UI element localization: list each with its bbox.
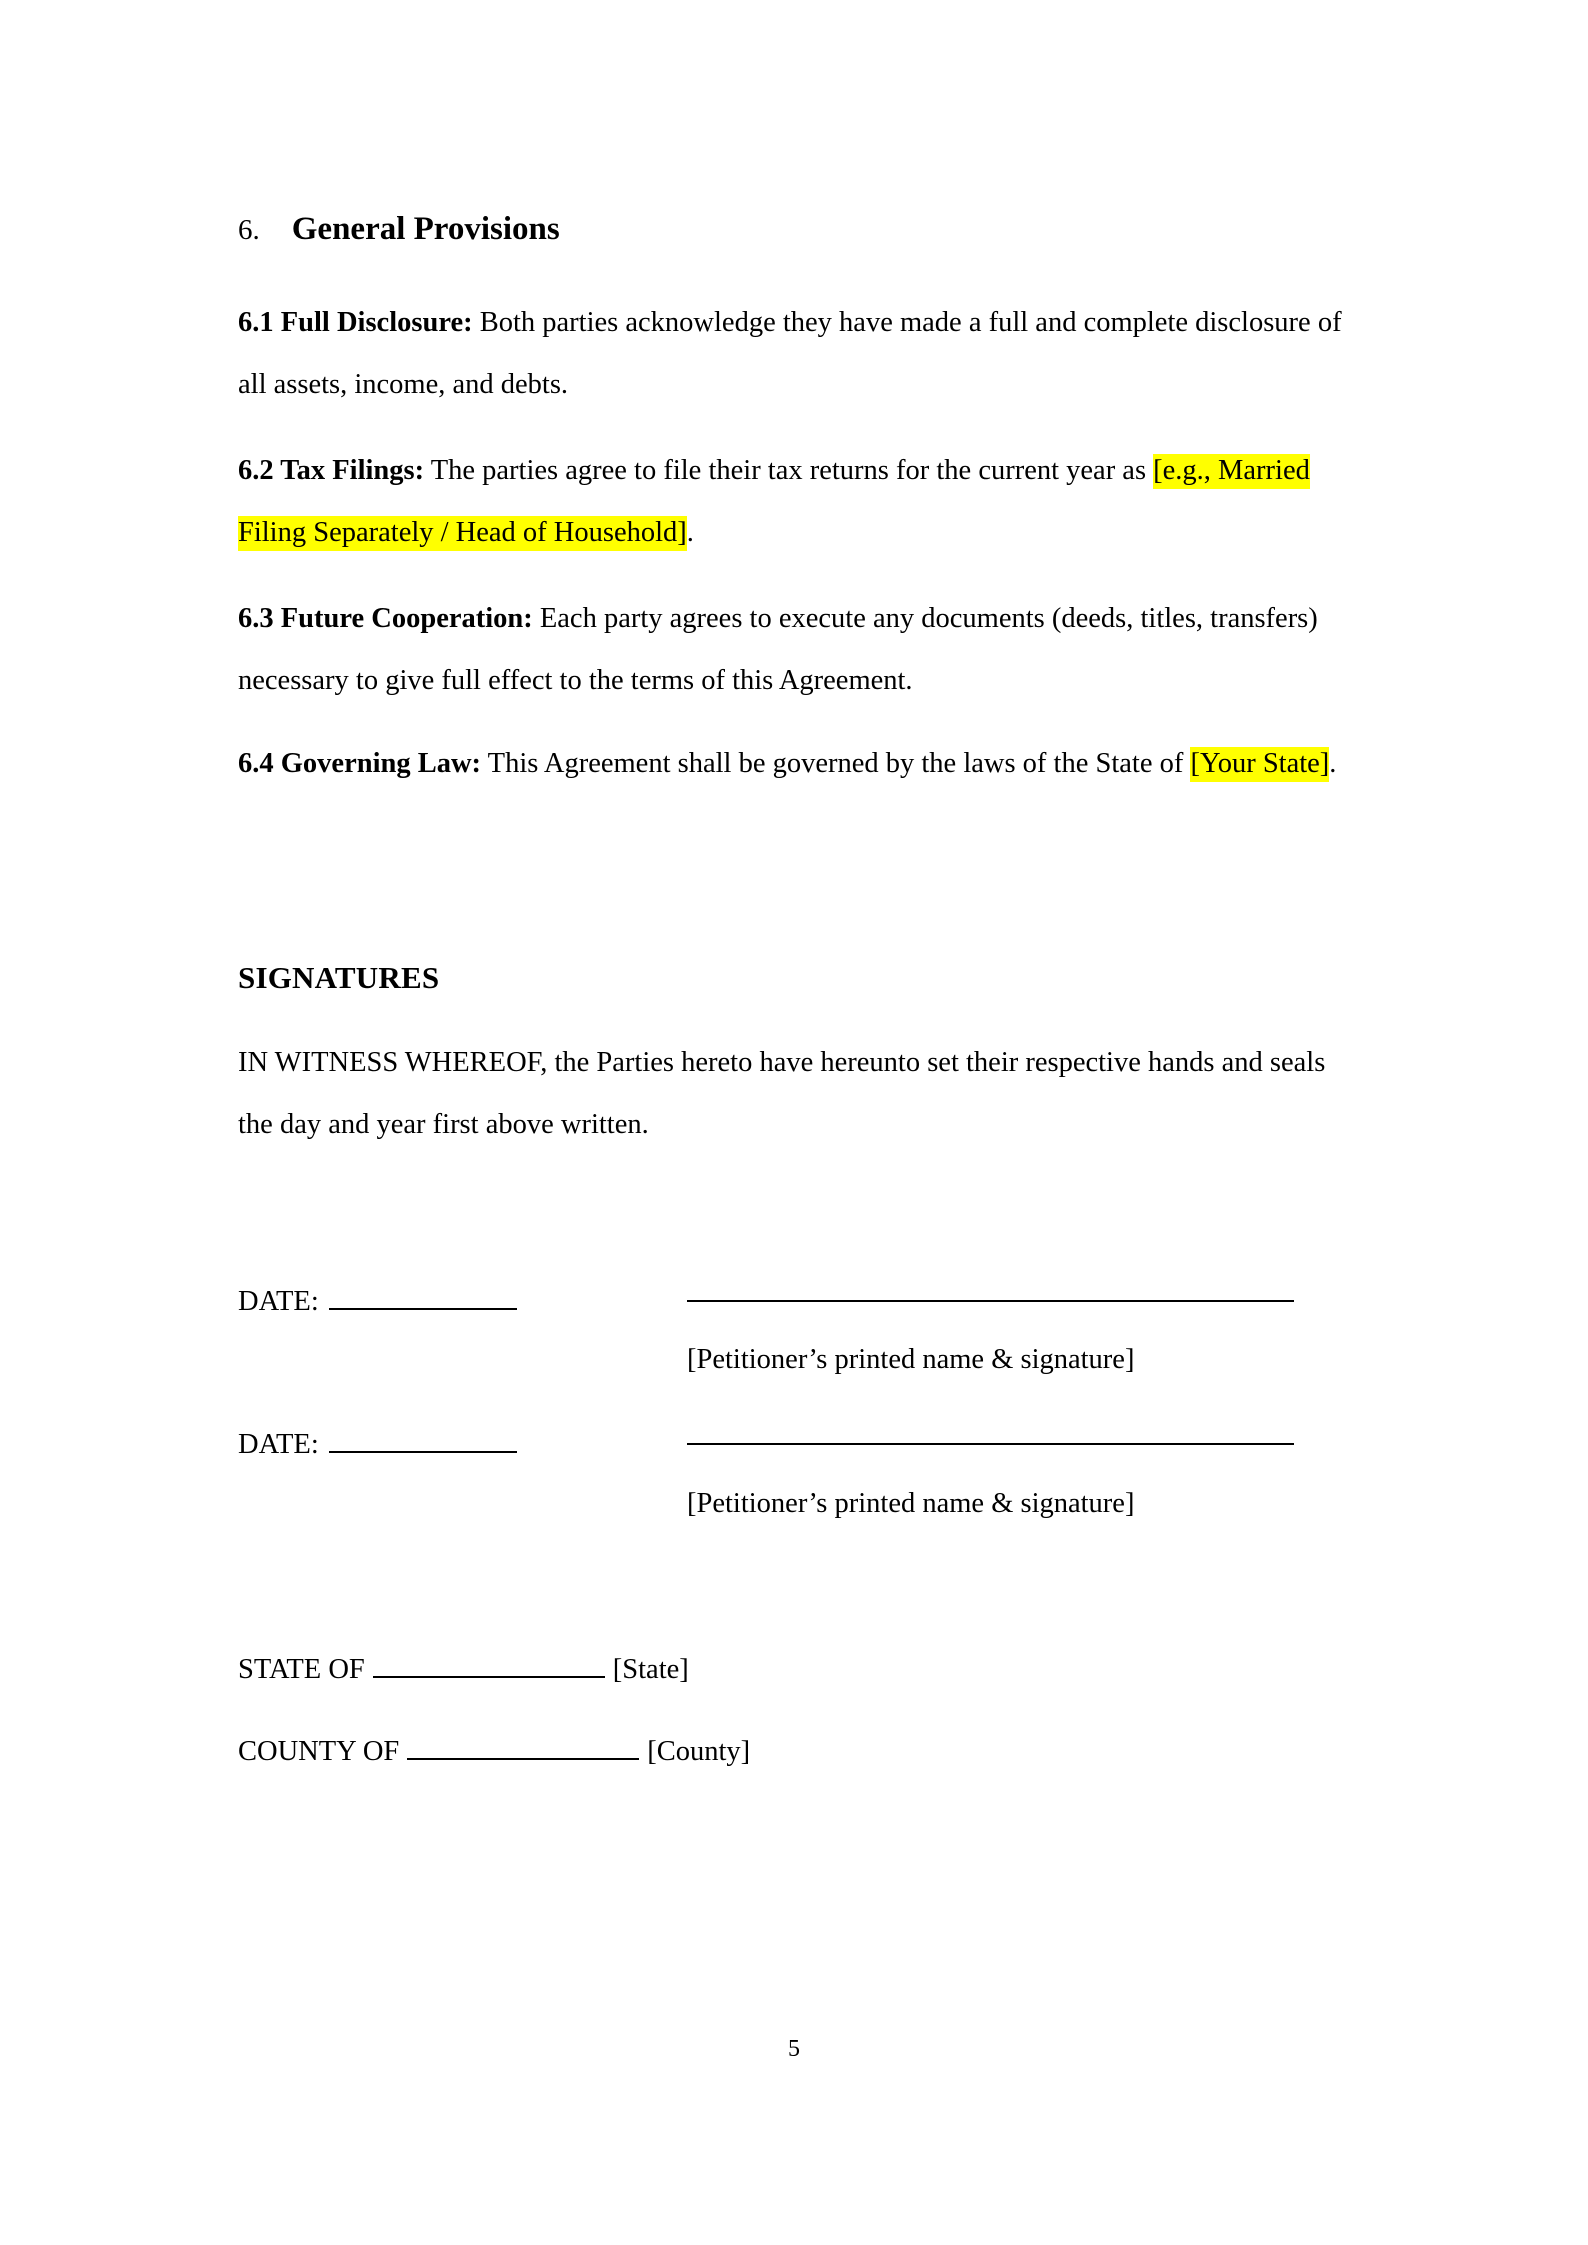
state-placeholder: [State]: [612, 1654, 689, 1685]
clause-6-1-body: Both parties acknowledge they have made a full and complete disclosure of all assets, income, and debts.: [238, 307, 1342, 400]
date-blank-2[interactable]: [329, 1433, 517, 1453]
state-of-line: [238, 1650, 689, 1690]
date-label-2: DATE:: [238, 1429, 319, 1460]
clause-6-3-lead: 6.3 Future Cooperation:: [238, 603, 533, 634]
county-of-line: [238, 1732, 750, 1772]
signature-line-2[interactable]: [687, 1425, 1294, 1445]
clause-6-3: [238, 588, 1343, 712]
clause-6-2-lead: 6.2 Tax Filings:: [238, 455, 425, 486]
clause-6-2: [238, 440, 1343, 564]
clause-6-4-body-after: .: [1329, 748, 1337, 779]
clause-6-2-body-after: .: [686, 517, 694, 548]
clause-6-3-body: Each party agrees to execute any documents (deeds, titles, transfers) necessary to give full effect to the terms of this Agreement.: [238, 603, 1318, 696]
signature-rule-1[interactable]: [687, 1282, 1294, 1302]
page-number: 5: [788, 2036, 800, 2062]
section-number: 6.: [238, 214, 260, 246]
page-title: General Provisions: [291, 211, 560, 247]
county-placeholder: [County]: [647, 1736, 751, 1767]
signature-caption-2: [Petitioner’s printed name & signature]: [687, 1488, 1135, 1519]
signature-line-1[interactable]: [687, 1282, 1294, 1302]
clause-6-4-body-before: This Agreement shall be governed by the laws of the State of: [481, 748, 1191, 779]
date-field-1: [238, 1282, 517, 1322]
county-of-label: COUNTY OF: [238, 1736, 400, 1767]
signatures-heading: SIGNATURES: [238, 960, 440, 995]
state-of-label: STATE OF: [238, 1654, 365, 1685]
clause-6-4: [238, 733, 1343, 795]
clause-6-1-lead: 6.1 Full Disclosure:: [238, 307, 473, 338]
state-blank[interactable]: [373, 1658, 605, 1678]
date-field-2: [238, 1425, 517, 1465]
date-label-1: DATE:: [238, 1286, 319, 1317]
clause-6-2-body-before: The parties agree to file their tax returns for the current year as: [424, 455, 1154, 486]
clause-6-4-highlighted-placeholder: [Your State]: [1190, 747, 1329, 782]
county-blank[interactable]: [407, 1740, 639, 1760]
date-blank-1[interactable]: [329, 1290, 517, 1310]
signature-rule-2[interactable]: [687, 1425, 1294, 1445]
witness-paragraph: IN WITNESS WHEREOF, the Parties hereto have hereunto set their respective hands and seals the day and year first above written.: [238, 1047, 1326, 1140]
clause-6-4-lead: 6.4 Governing Law:: [238, 748, 482, 779]
signature-caption-1: [Petitioner’s printed name & signature]: [687, 1344, 1135, 1375]
clause-6-2-highlighted-placeholder: [e.g., Married Filing Separately / Head of Household]: [238, 454, 1310, 551]
clause-6-1: [238, 292, 1343, 416]
section-heading: [238, 210, 1343, 250]
